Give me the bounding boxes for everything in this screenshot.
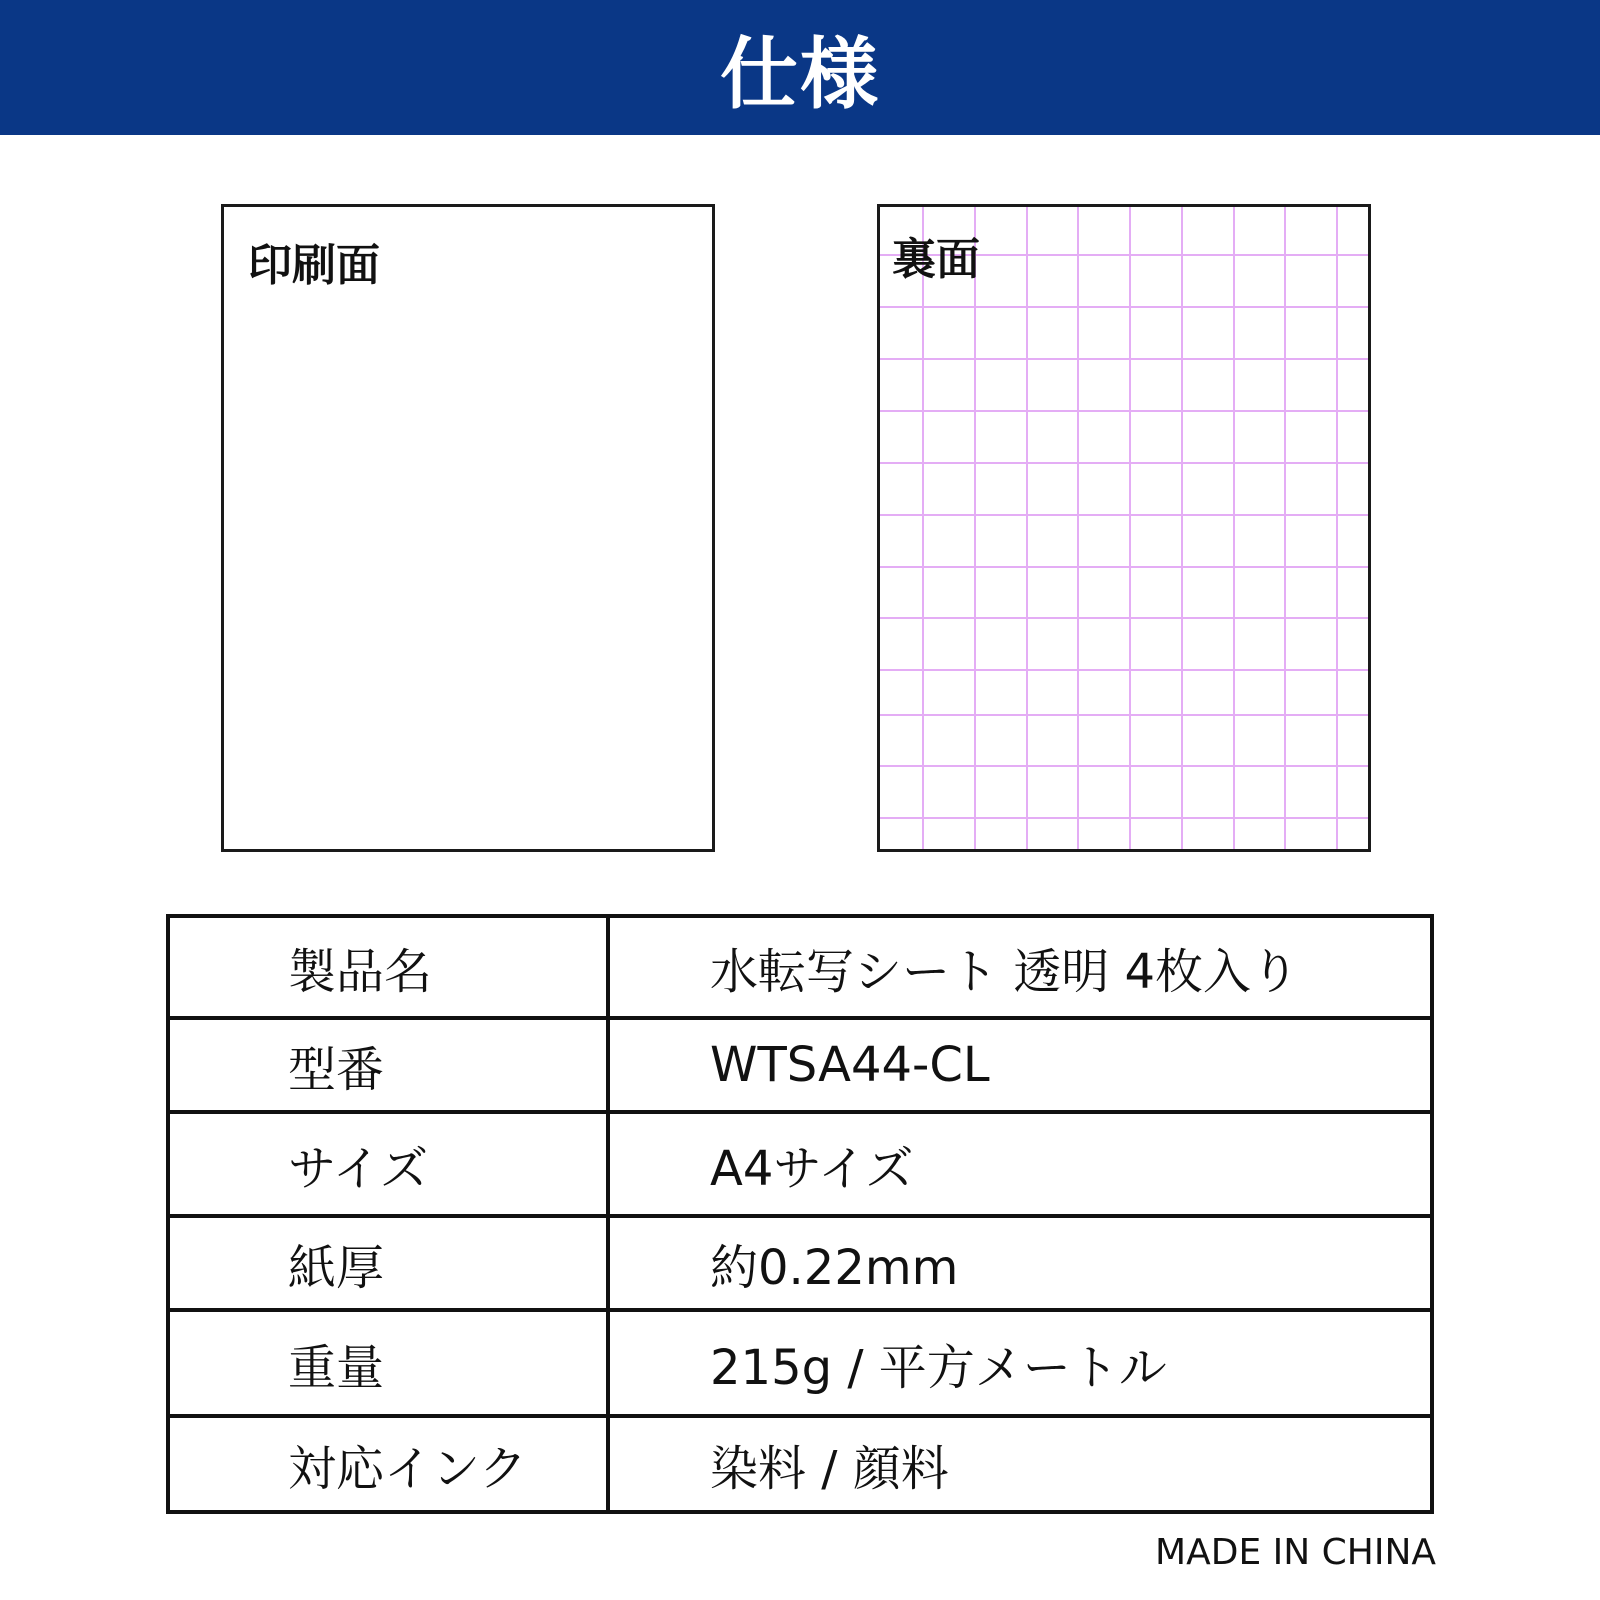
spec-value: A4サイズ [608,1112,1432,1216]
table-row [168,1310,1432,1416]
spec-key: 対応インク [168,1416,608,1512]
country-of-origin: MADE IN CHINA [1155,1532,1436,1573]
grid-line [1077,207,1079,849]
grid-line [880,669,1368,671]
back-side-label: 裏面 [892,234,980,285]
spec-value: 約0.22mm [608,1216,1432,1310]
grid-line [880,306,1368,308]
grid-line [1026,207,1028,849]
header-banner [0,0,1600,135]
grid-line [880,817,1368,819]
table-row [168,916,1432,1018]
printed-side-panel [221,204,715,852]
spec-key: サイズ [168,1112,608,1216]
spec-value: 水転写シート 透明 4枚入り [608,916,1432,1018]
spec-value: 215g / 平方メートル [608,1310,1432,1416]
grid-line [880,462,1368,464]
grid-line [880,566,1368,568]
page-title: 仕様 [719,29,880,120]
grid-line [1284,207,1286,849]
grid-line [880,714,1368,716]
spec-value: 染料 / 顔料 [608,1416,1432,1512]
grid-line [1181,207,1183,849]
table-row [168,1216,1432,1310]
grid-line [880,358,1368,360]
grid-line [1336,207,1338,849]
back-side-panel [877,204,1371,852]
grid-line [922,207,924,849]
grid-line [880,617,1368,619]
grid-line [880,765,1368,767]
grid-line [880,410,1368,412]
grid-line [1233,207,1235,849]
spec-key: 重量 [168,1310,608,1416]
spec-key: 紙厚 [168,1216,608,1310]
spec-table [166,914,1434,1514]
table-row [168,1416,1432,1512]
grid-line [1129,207,1131,849]
spec-key: 型番 [168,1018,608,1112]
grid-line [974,207,976,849]
printed-side-label: 印刷面 [248,240,380,291]
grid-line [880,514,1368,516]
table-row [168,1112,1432,1216]
spec-key: 製品名 [168,916,608,1018]
table-row [168,1018,1432,1112]
spec-value: WTSA44-CL [608,1018,1432,1112]
